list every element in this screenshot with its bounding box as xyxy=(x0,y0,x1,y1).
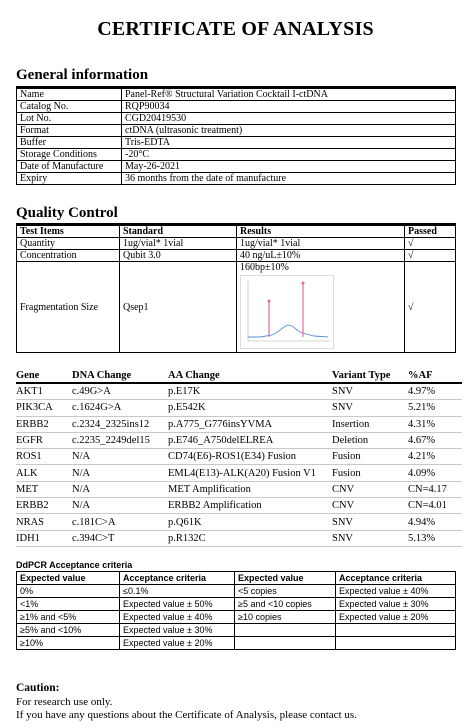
variant-row xyxy=(16,383,462,400)
variant-aa-change: ERBB2 Amplification xyxy=(168,498,332,514)
variants-header: Gene xyxy=(16,368,72,383)
variant-allele-frequency: 4.21% xyxy=(408,449,462,465)
document-title: CERTIFICATE OF ANALYSIS xyxy=(97,18,374,40)
qc-row-fragmentation xyxy=(17,262,456,353)
general-value: RQP90034 xyxy=(122,101,456,113)
general-row xyxy=(17,101,456,113)
general-key: Expiry xyxy=(17,173,122,185)
variant-allele-frequency: CN=4.17 xyxy=(408,481,462,497)
variants-header: AA Change xyxy=(168,368,332,383)
general-key: Name xyxy=(17,89,122,101)
qc-standard: Qubit 3.0 xyxy=(120,250,237,262)
variant-variant-type: CNV xyxy=(332,481,408,497)
general-table xyxy=(16,88,456,185)
variant-row xyxy=(16,530,462,546)
variant-row xyxy=(16,432,462,448)
qc-header: Passed xyxy=(405,226,456,238)
variant-variant-type: Fusion xyxy=(332,465,408,481)
ddpcr-cell: <5 copies xyxy=(235,585,336,598)
variant-row xyxy=(16,481,462,497)
qc-row xyxy=(17,238,456,250)
variant-allele-frequency: 4.97% xyxy=(408,383,462,400)
variant-dna-change: N/A xyxy=(72,498,168,514)
variant-row xyxy=(16,416,462,432)
variants-header-row xyxy=(16,368,462,383)
caution-line: If you have any questions about the Certificate of Analysis, please contact us. xyxy=(16,709,357,721)
ddpcr-heading: DdPCR Acceptance criteria xyxy=(16,560,133,570)
variant-variant-type: Deletion xyxy=(332,432,408,448)
variant-dna-change: c.49G>A xyxy=(72,383,168,400)
ddpcr-cell: ≥10 copies xyxy=(235,611,336,624)
variant-gene: ERBB2 xyxy=(16,498,72,514)
variant-gene: EGFR xyxy=(16,432,72,448)
variant-dna-change: c.394C>T xyxy=(72,530,168,546)
variant-aa-change: p.E17K xyxy=(168,383,332,400)
ddpcr-cell: Expected value ± 20% xyxy=(120,637,235,650)
variant-allele-frequency: 5.21% xyxy=(408,400,462,416)
general-heading: General information xyxy=(16,67,149,83)
variant-allele-frequency: 4.67% xyxy=(408,432,462,448)
variant-aa-change: p.R132C xyxy=(168,530,332,546)
ddpcr-cell: <1% xyxy=(17,598,120,611)
caution-heading: Caution: xyxy=(16,682,60,694)
variant-dna-change: c.2235_2249del15 xyxy=(72,432,168,448)
ddpcr-cell: 0% xyxy=(17,585,120,598)
general-row xyxy=(17,89,456,101)
qc-result: 160bp±10% xyxy=(240,262,289,273)
variant-row xyxy=(16,514,462,530)
variant-dna-change: N/A xyxy=(72,449,168,465)
variants-header: Variant Type xyxy=(332,368,408,383)
variant-aa-change: p.E542K xyxy=(168,400,332,416)
variant-gene: ROS1 xyxy=(16,449,72,465)
qc-item: Fragmentation Size xyxy=(17,262,120,353)
ddpcr-row xyxy=(17,585,456,598)
qc-row xyxy=(17,250,456,262)
ddpcr-cell: Expected value ± 40% xyxy=(336,585,456,598)
general-row xyxy=(17,113,456,125)
variant-variant-type: SNV xyxy=(332,400,408,416)
variant-variant-type: SNV xyxy=(332,530,408,546)
variant-variant-type: Insertion xyxy=(332,416,408,432)
general-key: Storage Conditions xyxy=(17,149,122,161)
variant-aa-change: EML4(E13)-ALK(A20) Fusion V1 xyxy=(168,465,332,481)
ddpcr-cell: Expected value ± 40% xyxy=(120,611,235,624)
general-key: Format xyxy=(17,125,122,137)
general-row xyxy=(17,137,456,149)
ddpcr-cell: Expected value ± 30% xyxy=(336,598,456,611)
variant-aa-change: p.Q61K xyxy=(168,514,332,530)
qc-passed: √ xyxy=(405,238,456,250)
general-row xyxy=(17,173,456,185)
caution-block xyxy=(16,682,357,723)
variant-row xyxy=(16,449,462,465)
variant-gene: AKT1 xyxy=(16,383,72,400)
ddpcr-header: Acceptance criteria xyxy=(336,572,456,585)
variant-gene: PIK3CA xyxy=(16,400,72,416)
variant-row xyxy=(16,465,462,481)
variant-allele-frequency: CN=4.01 xyxy=(408,498,462,514)
ddpcr-cell xyxy=(336,637,456,650)
variant-gene: ERBB2 xyxy=(16,416,72,432)
ddpcr-cell: Expected value ± 30% xyxy=(120,624,235,637)
variant-dna-change: c.181C>A xyxy=(72,514,168,530)
ddpcr-cell: Expected value ± 50% xyxy=(120,598,235,611)
ddpcr-cell: ≤0.1% xyxy=(120,585,235,598)
variant-aa-change: p.A775_G776insYVMA xyxy=(168,416,332,432)
variant-gene: IDH1 xyxy=(16,530,72,546)
ddpcr-row xyxy=(17,624,456,637)
ddpcr-row xyxy=(17,637,456,650)
variant-variant-type: SNV xyxy=(332,514,408,530)
variant-gene: MET xyxy=(16,481,72,497)
ddpcr-cell: ≥1% and <5% xyxy=(17,611,120,624)
qc-header: Results xyxy=(237,226,405,238)
general-row xyxy=(17,125,456,137)
variant-row xyxy=(16,400,462,416)
qc-table xyxy=(16,225,456,353)
qc-item: Quantity xyxy=(17,238,120,250)
variant-variant-type: Fusion xyxy=(332,449,408,465)
qc-passed: √ xyxy=(405,250,456,262)
variant-allele-frequency: 4.94% xyxy=(408,514,462,530)
variant-dna-change: c.1624G>A xyxy=(72,400,168,416)
ddpcr-row xyxy=(17,598,456,611)
variant-variant-type: CNV xyxy=(332,498,408,514)
variant-aa-change: p.E746_A750delELREA xyxy=(168,432,332,448)
qc-result: 40 ng/uL±10% xyxy=(237,250,405,262)
variant-dna-change: N/A xyxy=(72,465,168,481)
ddpcr-cell: ≥5% and <10% xyxy=(17,624,120,637)
qc-passed: √ xyxy=(405,262,456,353)
variant-allele-frequency: 5.13% xyxy=(408,530,462,546)
variant-row xyxy=(16,498,462,514)
general-value: CGD20419530 xyxy=(122,113,456,125)
ddpcr-header: Expected value xyxy=(17,572,120,585)
variants-header: DNA Change xyxy=(72,368,168,383)
general-value: -20°C xyxy=(122,149,456,161)
general-row xyxy=(17,149,456,161)
general-key: Date of Manufacture xyxy=(17,161,122,173)
qc-header-row xyxy=(17,226,456,238)
general-key: Catalog No. xyxy=(17,101,122,113)
variant-aa-change: MET Amplification xyxy=(168,481,332,497)
general-value: Panel-Ref® Structural Variation Cocktail I-ctDNA xyxy=(122,89,456,101)
ddpcr-header-row xyxy=(17,572,456,585)
fragment-size-electropherogram xyxy=(240,275,334,349)
qc-header: Test Items xyxy=(17,226,120,238)
qc-item: Concentration xyxy=(17,250,120,262)
ddpcr-header: Acceptance criteria xyxy=(120,572,235,585)
variant-gene: ALK xyxy=(16,465,72,481)
variant-gene: NRAS xyxy=(16,514,72,530)
qc-standard: 1ug/vial* 1vial xyxy=(120,238,237,250)
general-key: Lot No. xyxy=(17,113,122,125)
qc-result-cell xyxy=(237,262,405,353)
variant-variant-type: SNV xyxy=(332,383,408,400)
variant-allele-frequency: 4.31% xyxy=(408,416,462,432)
qc-header: Standard xyxy=(120,226,237,238)
ddpcr-cell xyxy=(235,624,336,637)
ddpcr-cell: ≥5 and <10 copies xyxy=(235,598,336,611)
ddpcr-cell: Expected value ± 20% xyxy=(336,611,456,624)
qc-standard: Qsep1 xyxy=(120,262,237,353)
ddpcr-cell: ≥10% xyxy=(17,637,120,650)
qc-result: 1ug/vial* 1vial xyxy=(237,238,405,250)
general-value: 36 months from the date of manufacture xyxy=(122,173,456,185)
variants-header: %AF xyxy=(408,368,462,383)
general-key: Buffer xyxy=(17,137,122,149)
qc-heading: Quality Control xyxy=(16,205,118,221)
general-value: May-26-2021 xyxy=(122,161,456,173)
general-value: ctDNA (ultrasonic treatment) xyxy=(122,125,456,137)
variants-table xyxy=(16,368,462,547)
variant-aa-change: CD74(E6)-ROS1(E34) Fusion xyxy=(168,449,332,465)
ddpcr-cell xyxy=(336,624,456,637)
ddpcr-table xyxy=(16,571,456,650)
ddpcr-row xyxy=(17,611,456,624)
general-value: Tris-EDTA xyxy=(122,137,456,149)
variant-dna-change: N/A xyxy=(72,481,168,497)
ddpcr-cell xyxy=(235,637,336,650)
variant-allele-frequency: 4.09% xyxy=(408,465,462,481)
variant-dna-change: c.2324_2325ins12 xyxy=(72,416,168,432)
general-row xyxy=(17,161,456,173)
caution-line: For research use only. xyxy=(16,695,113,708)
ddpcr-header: Expected value xyxy=(235,572,336,585)
